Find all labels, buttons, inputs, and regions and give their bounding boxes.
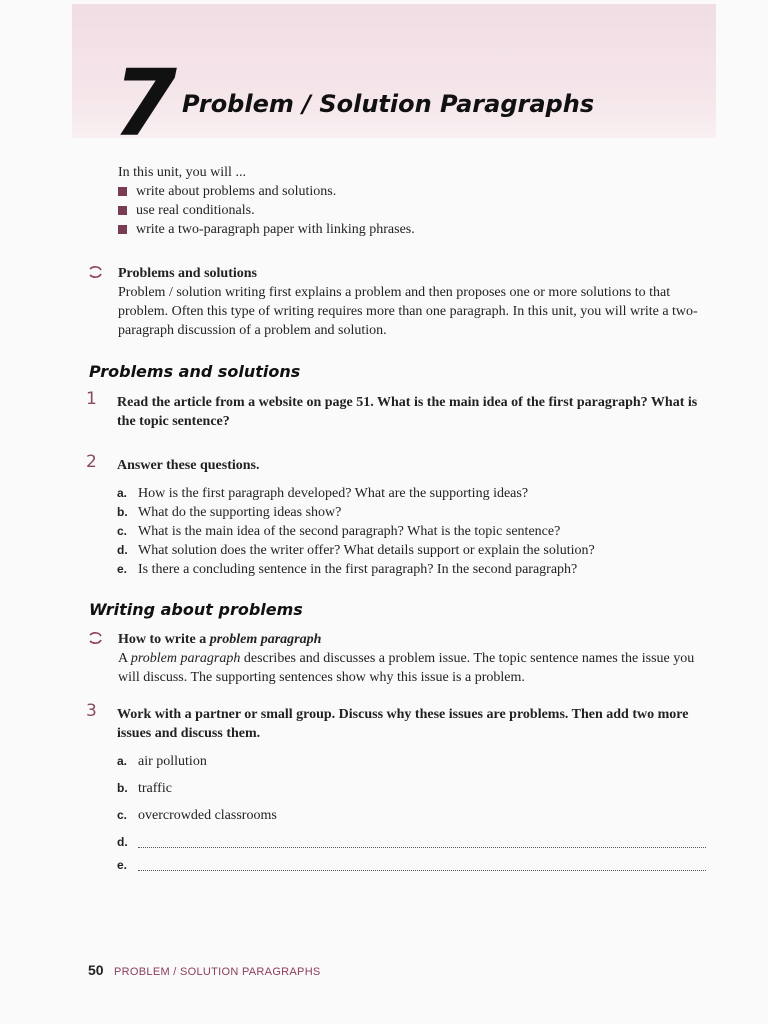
exercise-instruction: Answer these questions. — [117, 458, 260, 473]
question-item — [117, 560, 708, 579]
item-text: overcrowded classrooms — [138, 808, 277, 823]
item-letter: a. — [117, 754, 128, 768]
exercise-1 — [86, 389, 708, 431]
square-bullet-icon — [118, 187, 127, 196]
item-text: How is the first paragraph developed? What are the supporting ideas? — [138, 486, 529, 501]
tip-text: Problem / solution writing first explains a problem and then proposes one or more solutions to that problem. Often this type of writing requires more than one paragraph. In this unit, you will write a two-paragraph discussion of a problem and solution. — [118, 285, 698, 338]
exercise-number: 1 — [86, 389, 97, 409]
tip-title — [118, 630, 708, 649]
objective-text: use real conditionals. — [136, 203, 255, 218]
exercise-number: 2 — [86, 452, 97, 472]
issue-list — [117, 752, 708, 871]
page-number: 50 — [88, 962, 104, 978]
intro-lead: In this unit, you will ... — [118, 165, 246, 180]
tip-text-prefix: A — [118, 651, 131, 666]
item-letter: b. — [117, 505, 128, 519]
item-letter: a. — [117, 486, 128, 500]
issue-item — [117, 856, 708, 871]
tip-text-rest: describes and discusses a problem issue. The topic sentence names the issue you will discuss. The supporting sentences show why this issue is a problem. — [118, 651, 695, 685]
item-letter: e. — [117, 562, 128, 576]
issue-item — [117, 752, 708, 771]
question-item — [117, 484, 708, 503]
item-letter: d. — [117, 835, 128, 849]
unit-intro — [118, 163, 415, 239]
question-item — [117, 541, 708, 560]
tip-problem-paragraph — [88, 630, 708, 687]
item-letter: c. — [117, 524, 128, 538]
objective-text: write a two-paragraph paper with linking phrases. — [136, 222, 415, 237]
exercise-instruction: Work with a partner or small group. Discuss why these issues are problems. Then add two more issues and discuss them. — [117, 707, 689, 741]
item-letter: c. — [117, 808, 128, 822]
tip-body — [118, 264, 708, 340]
question-item — [117, 503, 708, 522]
square-bullet-icon — [118, 225, 127, 234]
page-footer — [88, 962, 321, 980]
tip-text-emphasis: problem paragraph — [130, 651, 241, 666]
answer-blank-line[interactable] — [138, 833, 706, 848]
item-letter: d. — [117, 543, 128, 557]
item-text: What solution does the writer offer? What details support or explain the solution? — [138, 543, 595, 558]
item-text: What do the supporting ideas show? — [138, 505, 342, 520]
item-text: Is there a concluding sentence in the first paragraph? In the second paragraph? — [138, 562, 578, 577]
tip-arrow-icon — [88, 632, 104, 644]
item-text: What is the main idea of the second paragraph? What is the topic sentence? — [138, 524, 561, 539]
tip-problems-and-solutions — [88, 264, 708, 340]
issue-item — [117, 806, 708, 825]
square-bullet-icon — [118, 206, 127, 215]
question-item — [117, 522, 708, 541]
tip-title: Problems and solutions — [118, 266, 257, 281]
section-heading-writing-about-problems: Writing about problems — [89, 600, 303, 619]
exercise-number: 3 — [86, 701, 97, 721]
item-text: traffic — [138, 781, 172, 796]
exercise-instruction: Read the article from a website on page 51. What is the main idea of the first paragraph? What is the topic sentence? — [117, 395, 698, 429]
item-text: air pollution — [138, 754, 207, 769]
tip-title-emphasis: problem paragraph — [209, 632, 322, 647]
issue-item — [117, 779, 708, 798]
item-letter: e. — [117, 858, 128, 872]
exercise-2 — [86, 452, 708, 579]
section-heading-problems-and-solutions: Problems and solutions — [89, 362, 301, 381]
objective-item — [118, 220, 415, 239]
objective-item — [118, 182, 415, 201]
issue-item — [117, 833, 708, 848]
tip-text — [118, 649, 708, 687]
objectives-list — [118, 182, 415, 239]
answer-blank-line[interactable] — [138, 856, 706, 871]
tip-body — [118, 630, 708, 687]
exercise-3 — [86, 701, 708, 879]
tip-arrow-icon — [88, 266, 104, 278]
objective-item — [118, 201, 415, 220]
running-title: PROBLEM / SOLUTION PARAGRAPHS — [114, 966, 321, 978]
tip-title-prefix: How to write a — [118, 632, 210, 647]
item-letter: b. — [117, 781, 128, 795]
unit-title: Problem / Solution Paragraphs — [182, 90, 595, 118]
unit-number: 7 — [113, 50, 176, 157]
objective-text: write about problems and solutions. — [136, 184, 337, 199]
question-list — [117, 484, 708, 579]
